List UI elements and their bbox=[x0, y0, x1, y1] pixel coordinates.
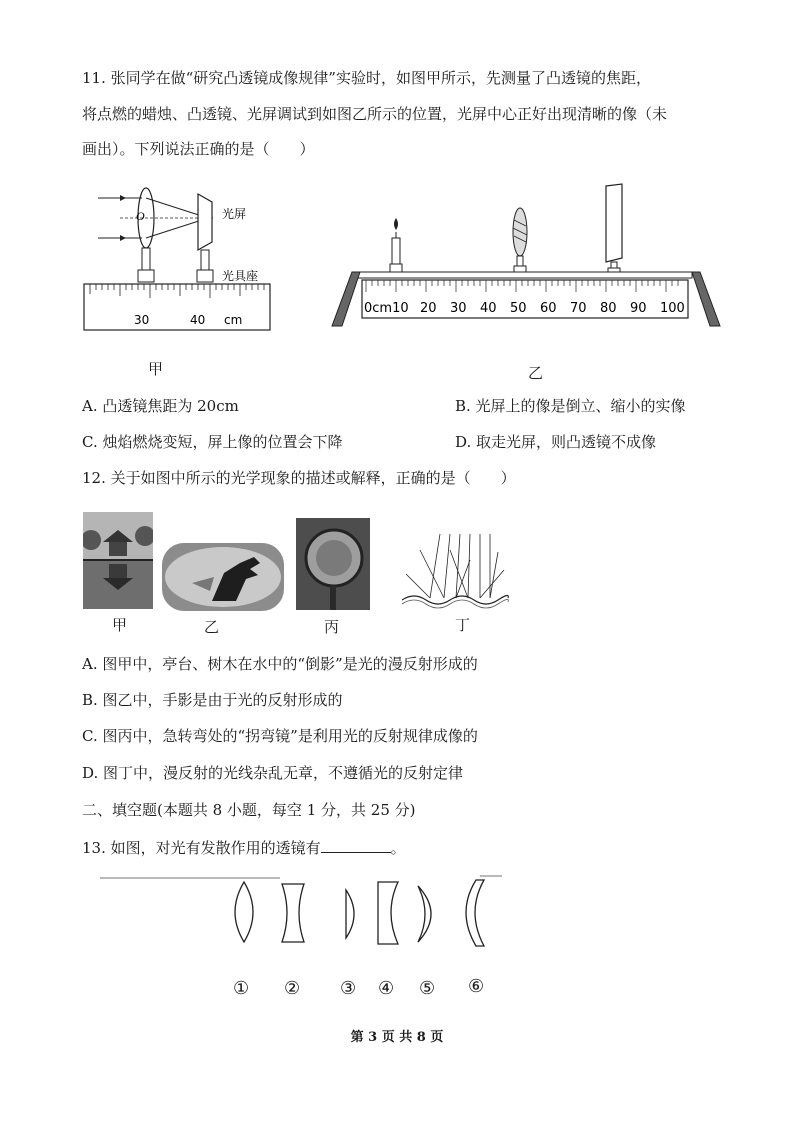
bench-tick-60: 60 bbox=[540, 301, 557, 316]
optical-bench-label: 光具座 bbox=[222, 269, 259, 283]
q12-option-c: C. 图丙中，急转弯处的“拐弯镜”是利用光的反射规律成像的 bbox=[82, 727, 478, 745]
ruler-30: 30 bbox=[134, 313, 150, 327]
lens-label-2: ② bbox=[284, 978, 301, 999]
figure-yi bbox=[330, 180, 725, 340]
focal-o-label: O bbox=[136, 209, 145, 223]
q11-line3: 画出）。下列说法正确的是（ ） bbox=[82, 140, 315, 158]
diagram-diffuse-reflection bbox=[400, 530, 510, 610]
screen-label: 光屏 bbox=[222, 207, 247, 221]
lens-4-plano-concave bbox=[378, 882, 398, 944]
photo-hand-shadow bbox=[162, 543, 284, 611]
photo-pavilion-reflection bbox=[83, 512, 153, 609]
q12-caption-yi: 乙 bbox=[204, 618, 220, 636]
q11-option-d: D. 取走光屏，则凸透镜不成像 bbox=[455, 433, 657, 451]
lens-label-4: ④ bbox=[378, 978, 395, 999]
q13-stem: 13. 如图，对光有发散作用的透镜有 bbox=[82, 839, 321, 857]
q12-option-b: B. 图乙中，手影是由于光的反射形成的 bbox=[82, 691, 343, 709]
bench-tick-100: 100 bbox=[660, 301, 685, 316]
page-footer: 第 3 页 共 8 页 bbox=[350, 1030, 444, 1045]
section-fill-in-blank-heading: 二、填空题(本题共 8 小题，每空 1 分，共 25 分) bbox=[82, 801, 416, 819]
q11-option-a: A. 凸透镜焦距为 20cm bbox=[82, 397, 239, 415]
figure-lenses bbox=[100, 868, 520, 948]
bench-tick-30: 30 bbox=[450, 301, 467, 316]
figure-jia bbox=[80, 180, 280, 340]
caption-yi: 乙 bbox=[528, 364, 544, 382]
caption-jia: 甲 bbox=[148, 360, 164, 378]
lens-label-6: ⑥ bbox=[468, 976, 485, 997]
lens-label-3: ③ bbox=[340, 978, 357, 999]
bench-tick-70: 70 bbox=[570, 301, 587, 316]
lens-5-convex-meniscus bbox=[418, 886, 431, 942]
q12-caption-jia: 甲 bbox=[112, 616, 128, 634]
bench-tick-80: 80 bbox=[600, 301, 617, 316]
lens-6-concave-meniscus bbox=[466, 880, 484, 946]
lens-label-1: ① bbox=[233, 978, 250, 999]
bench-tick-90: 90 bbox=[630, 301, 647, 316]
q11-option-c: C. 烛焰燃烧变短，屏上像的位置会下降 bbox=[82, 433, 343, 451]
lens-2-biconcave bbox=[282, 884, 304, 942]
bench-tick-50: 50 bbox=[510, 301, 527, 316]
q11-line1: 11. 张同学在做“研究凸透镜成像规律”实验时，如图甲所示，先测量了凸透镜的焦距， bbox=[82, 69, 651, 87]
q12-option-a: A. 图甲中，亭台、树木在水中的“倒影”是光的漫反射形成的 bbox=[82, 655, 478, 673]
lens-3-plano-convex bbox=[346, 890, 354, 938]
bench-tick-0-10: 0cm10 bbox=[364, 301, 409, 316]
lens-1-biconvex bbox=[235, 882, 253, 942]
bench-tick-40: 40 bbox=[480, 301, 497, 316]
ruler-40: 40 bbox=[190, 313, 206, 327]
lens-label-5: ⑤ bbox=[419, 978, 436, 999]
q11-option-b: B. 光屏上的像是倒立、缩小的实像 bbox=[455, 397, 686, 415]
q12-option-d: D. 图丁中，漫反射的光线杂乱无章，不遵循光的反射定律 bbox=[82, 764, 464, 782]
q12-stem: 12. 关于如图中所示的光学现象的描述或解释，正确的是（ ） bbox=[82, 469, 516, 487]
ruler-unit: cm bbox=[224, 313, 243, 327]
q11-line2: 将点燃的蜡烛、凸透镜、光屏调试到如图乙所示的位置，光屏中心正好出现清晰的像（未 bbox=[82, 105, 668, 123]
q12-caption-bing: 丙 bbox=[324, 618, 340, 636]
q13-line bbox=[82, 838, 406, 858]
q13-answer-blank[interactable] bbox=[321, 838, 391, 853]
q12-caption-ding: 丁 bbox=[455, 616, 471, 634]
photo-convex-mirror bbox=[296, 518, 370, 610]
bench-tick-20: 20 bbox=[420, 301, 437, 316]
q13-period: 。 bbox=[390, 839, 406, 857]
